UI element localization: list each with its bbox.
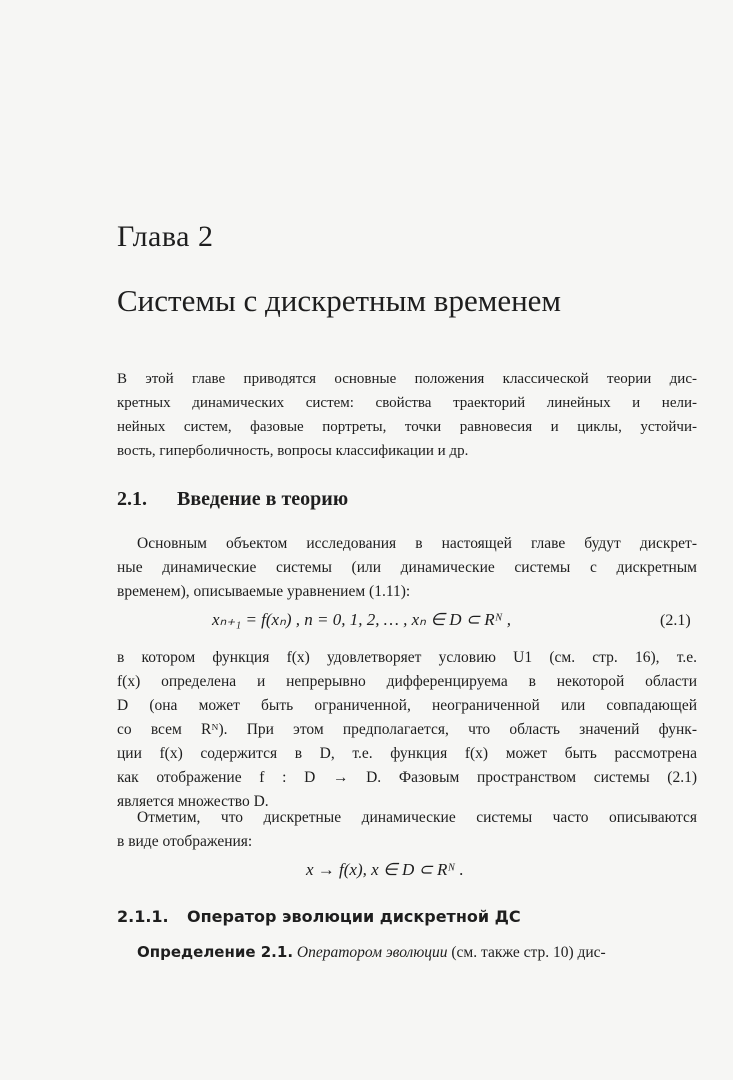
subsection-title: Оператор эволюции дискретной ДС <box>187 907 521 926</box>
paragraph-line: в котором функция f(x) удовлетворяет условию U1 (см. стр. 16), т.е. <box>117 649 697 666</box>
section-title: Введение в теорию <box>177 488 349 510</box>
equation-mapping: x → f(x), x ∈ D ⊂ Rᴺ . <box>306 860 464 879</box>
paragraph-line: D (она может быть ограниченной, неограниченной или совпадающей <box>117 697 697 714</box>
definition-2-1 <box>137 943 697 962</box>
paragraph-conditions <box>117 646 697 814</box>
chapter-label: Глава 2 <box>117 220 214 253</box>
paragraph-line: временем), описываемые уравнением (1.11): <box>117 583 411 600</box>
paragraph-line: как отображение f : D → D. Фазовым пространством системы (2.1) <box>117 769 697 786</box>
abstract-line: нейных систем, фазовые портреты, точки равновесия и циклы, устойчи- <box>117 419 697 435</box>
abstract-line: кретных динамических систем: свойства траекторий линейных и нели- <box>117 395 697 411</box>
chapter-title: Системы с дискретным временем <box>117 283 562 318</box>
paragraph-line: со всем Rᴺ). При этом предполагается, что область значений функ- <box>117 721 697 738</box>
section-number: 2.1. <box>117 488 147 510</box>
section-heading <box>117 488 348 511</box>
paragraph-line: ции f(x) содержится в D, т.е. функция f(x) может быть рассмотрена <box>117 745 697 762</box>
paragraph-line: Отметим, что дискретные динамические системы часто описываются <box>137 809 697 826</box>
paragraph-line: f(x) определена и непрерывно дифференцируема в некоторой области <box>117 673 697 690</box>
paragraph-line: Основным объектом исследования в настоящей главе будут дискрет- <box>137 535 697 552</box>
definition-lead: Определение 2.1. <box>137 943 294 961</box>
equation-number: (2.1) <box>660 612 691 629</box>
chapter-abstract <box>117 367 697 463</box>
paragraph-line: является множество D. <box>117 793 269 810</box>
abstract-line: В этой главе приводятся основные положения классической теории дис- <box>117 371 697 387</box>
subsection-heading <box>117 907 521 926</box>
abstract-line: вость, гиперболичность, вопросы классификации и др. <box>117 443 469 459</box>
subsection-number: 2.1.1. <box>117 907 169 926</box>
definition-term: Оператором эволюции <box>296 944 448 961</box>
paragraph-intro <box>117 532 697 604</box>
equation-2-1: xₙ₊₁ = f(xₙ) , n = 0, 1, 2, … , xₙ ∈ D ⊂ Rᴺ , <box>212 610 511 629</box>
paragraph-mapping <box>117 806 697 854</box>
paragraph-line: в виде отображения: <box>117 833 253 850</box>
definition-rest: (см. также стр. 10) дис- <box>447 944 606 961</box>
paragraph-line: ные динамические системы (или динамические системы с дискретным <box>117 559 697 576</box>
